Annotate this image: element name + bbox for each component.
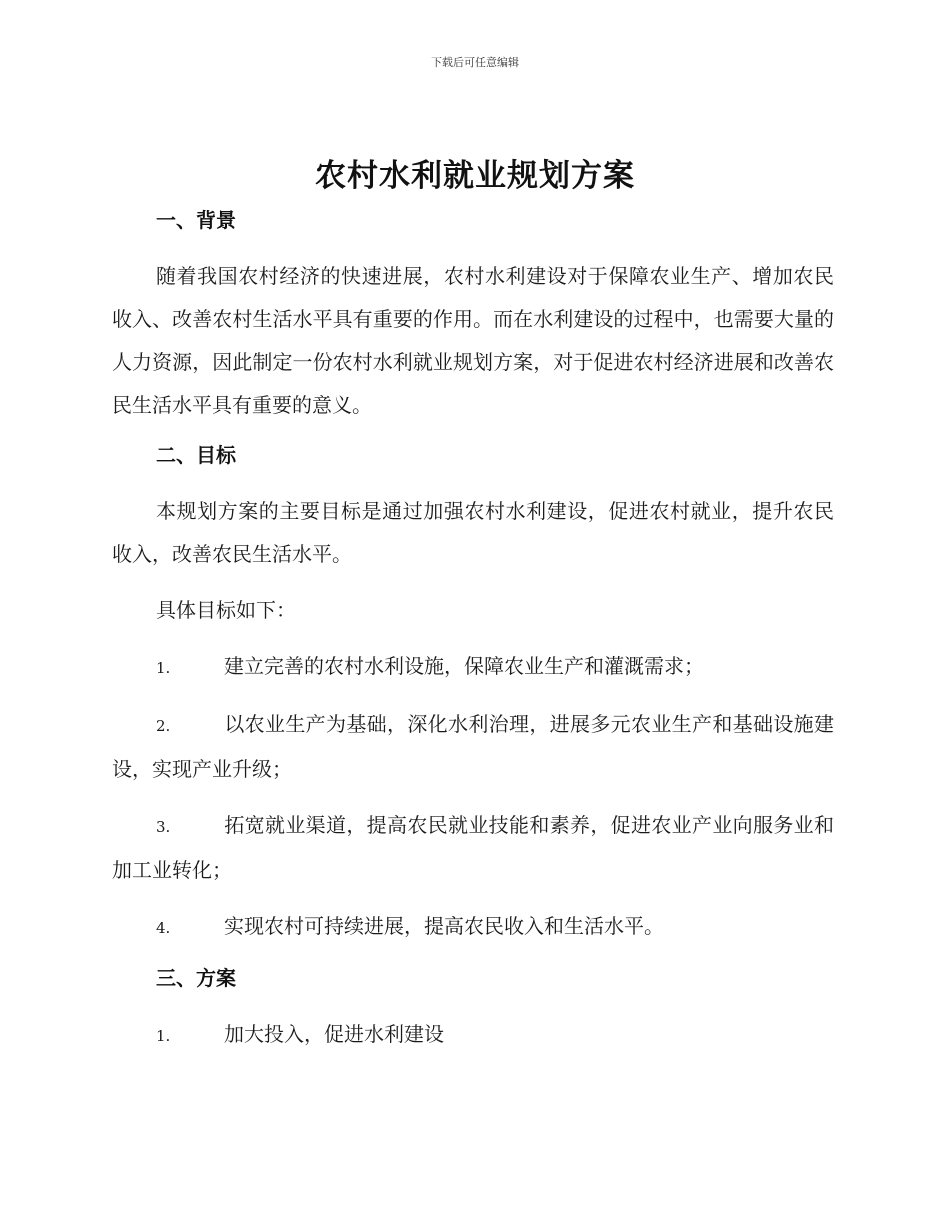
document-body [112,205,834,1058]
list-number: 4. [156,919,171,937]
list-text: 建立完善的农村水利设施，保障农业生产和灌溉需求； [224,654,704,678]
list-item [112,905,834,950]
background-paragraph: 随着我国农村经济的快速进展，农村水利建设对于保障农业生产、增加农民收入、改善农村生活水平具有重要的作用。而在水利建设的过程中，也需要大量的人力资源，因此制定一份农村水利就业规划方案，对于促进农村经济进展和改善农民生活水平具有重要的意义。 [112,264,834,417]
list-number: 3. [156,818,171,836]
list-item [112,645,834,690]
document-title: 农村水利就业规划方案 [315,158,635,194]
section-heading-plan: 三、方案 [156,966,236,990]
goals-paragraph: 本规划方案的主要目标是通过加强农村水利建设，促进农村就业，提升农民收入，改善农民生活水平。 [112,499,834,566]
list-item [112,703,834,791]
section-heading-goals: 二、目标 [156,443,236,467]
list-text: 拓宽就业渠道，提高农民就业技能和素养，促进农业产业向服务业和加工业转化； [112,813,834,882]
section-heading-background: 一、背景 [156,208,236,232]
list-number: 1. [156,1027,171,1045]
goals-intro: 具体目标如下： [156,598,296,622]
list-number: 1. [156,659,171,677]
list-text: 加大投入，促进水利建设 [224,1022,444,1046]
list-number: 2. [156,717,171,735]
list-text: 以农业生产为基础，深化水利治理，进展多元农业生产和基础设施建设，实现产业升级； [112,712,834,781]
list-text: 实现农村可持续进展，提高农民收入和生活水平。 [224,914,664,938]
list-item [112,1013,834,1058]
page-header-note: 下载后可任意编辑 [431,56,519,69]
list-item [112,804,834,892]
